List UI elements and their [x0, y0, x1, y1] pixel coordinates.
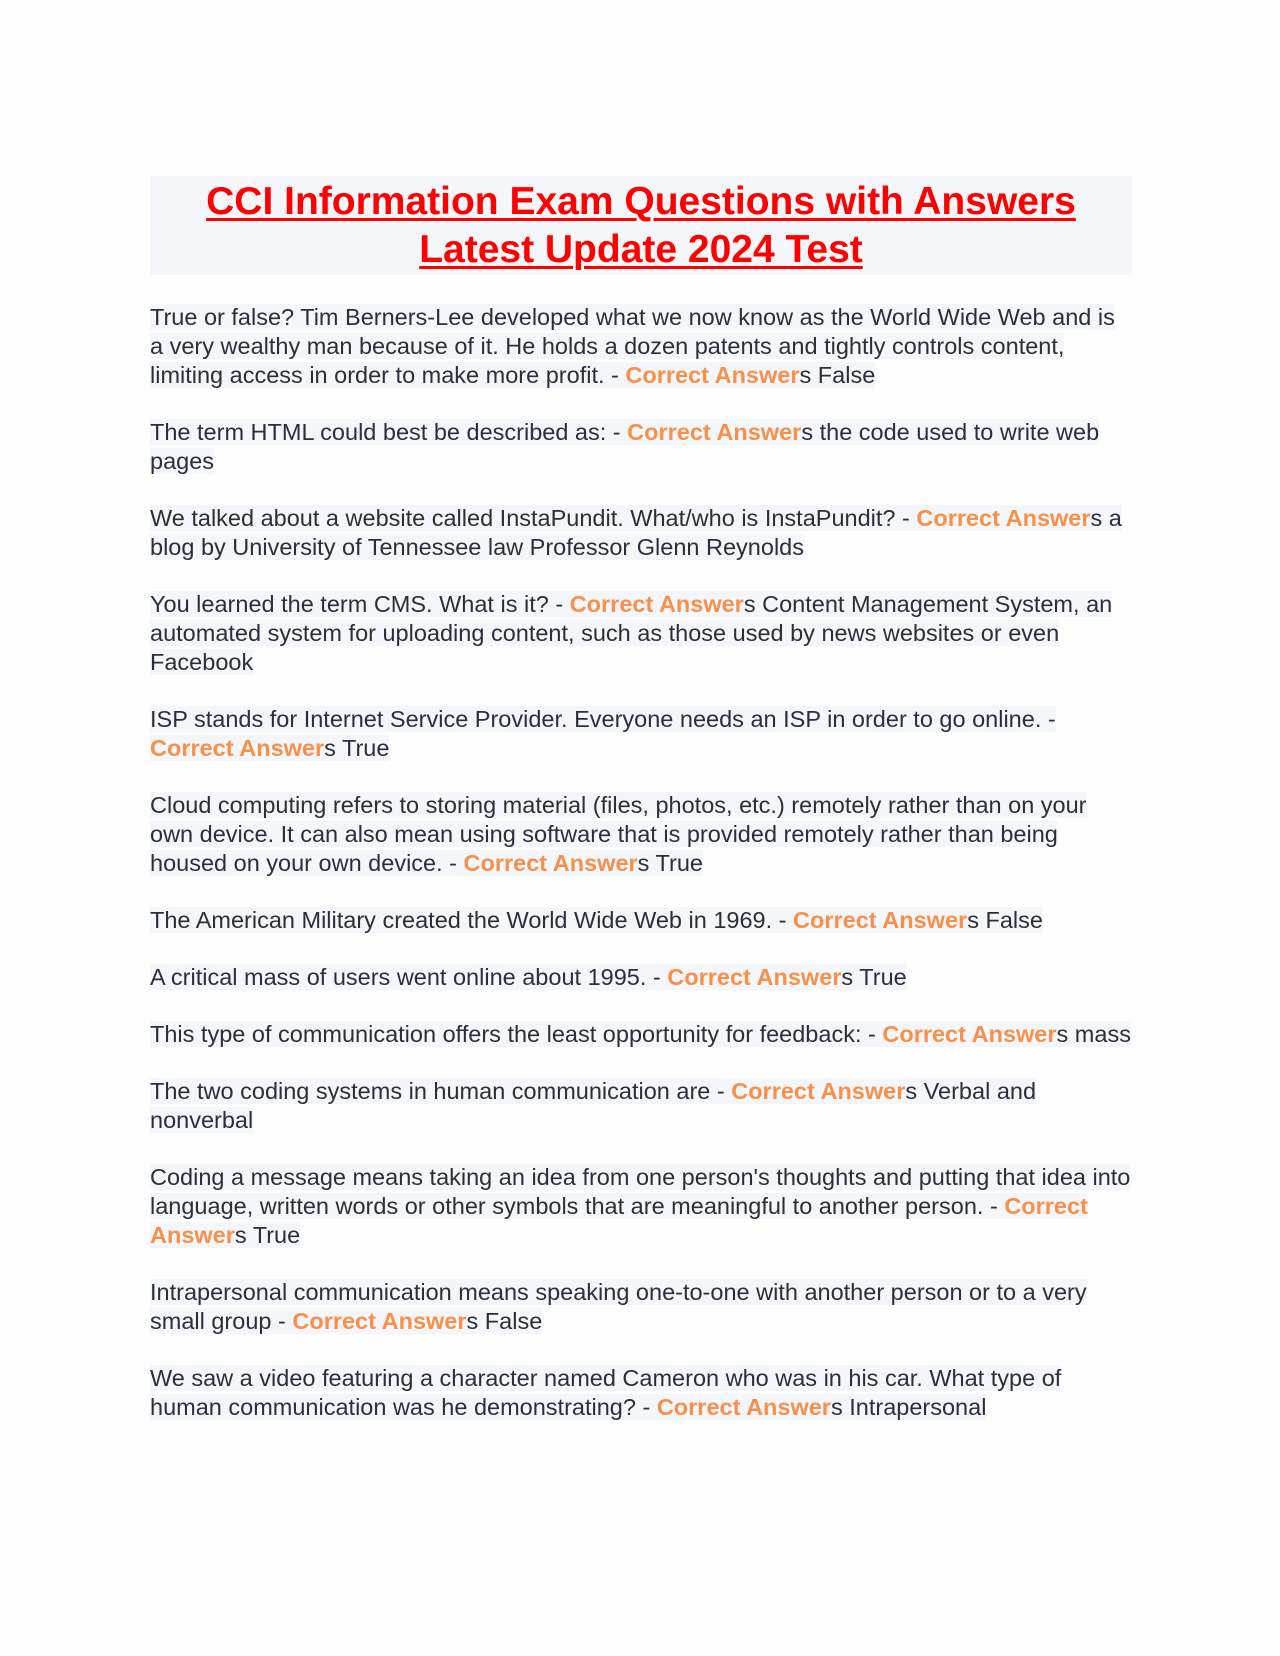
correct-answer-label: Correct Answer	[793, 907, 968, 933]
qa-text	[150, 1365, 1061, 1420]
answer-suffix: s	[324, 735, 336, 761]
qa-item	[150, 590, 1132, 677]
qa-item	[150, 1278, 1132, 1336]
correct-answer-label: Correct Answer	[463, 850, 638, 876]
answer-suffix: s	[841, 964, 854, 990]
qa-item	[150, 705, 1132, 763]
correct-answer-label: Correct Answer	[150, 735, 325, 761]
answer-text: a blog by University of Tennessee law Professor Glenn Reynolds	[150, 505, 1122, 560]
question-text: Intrapersonal communication means speaking one-to-one with another person or to a very small group	[150, 1279, 1087, 1334]
qa-item	[150, 906, 1132, 935]
correct-answer-label: Correct Answer	[656, 1394, 831, 1420]
correct-answer-label: Correct Answer	[625, 362, 800, 388]
separator: -	[635, 1394, 657, 1420]
question-text: We talked about a website called InstaPundit. What/who is InstaPundit?	[150, 505, 896, 531]
correct-answer-label: Correct Answer	[150, 1193, 1088, 1248]
question-text: The two coding systems in human communication are	[150, 1078, 711, 1104]
answer-text: Verbal and nonverbal	[150, 1078, 1037, 1133]
qa-item	[150, 1163, 1132, 1250]
question-text: A critical mass of users went online about 1995.	[150, 964, 647, 990]
document-title: CCI Information Exam Questions with Answers Latest Update 2024 Test	[206, 180, 1076, 271]
qa-text	[150, 419, 1099, 474]
question-text: Coding a message means taking an idea from one person's thoughts and putting that idea into language, written words or other symbols that are meaningful to another person.	[150, 1164, 1131, 1219]
title-block	[150, 176, 1132, 275]
separator: -	[861, 1021, 883, 1047]
answer-suffix: s	[743, 591, 756, 617]
separator: -	[983, 1193, 1005, 1219]
separator: -	[548, 591, 570, 617]
question-text: True or false? Tim Berners-Lee developed what we now know as the World Wide Web and is a very wealthy man because of it. He holds a dozen patents and tightly controls content, limiting access in order to make more profit.	[150, 304, 1115, 388]
qa-item	[150, 1077, 1132, 1135]
answer-suffix: s	[1056, 1021, 1069, 1047]
answer-text: False	[478, 1308, 543, 1334]
answer-text: True	[649, 850, 703, 876]
question-text: Cloud computing refers to storing material (files, photos, etc.) remotely rather than on your own device. It can also mean using software that is provided remotely rather than being housed on your own device.	[150, 792, 1087, 876]
answer-suffix: s	[801, 419, 814, 445]
qa-item	[150, 1364, 1132, 1422]
separator: -	[271, 1308, 293, 1334]
correct-answer-label: Correct Answer	[667, 964, 842, 990]
question-text: The American Military created the World Wide Web in 1969.	[150, 907, 773, 933]
question-text: You learned the term CMS. What is it?	[150, 591, 549, 617]
qa-text	[150, 964, 907, 990]
qa-list	[150, 303, 1132, 1422]
qa-text	[150, 304, 1115, 388]
qa-text	[150, 1279, 1087, 1334]
correct-answer-label: Correct Answer	[731, 1078, 906, 1104]
answer-text: True	[246, 1222, 301, 1248]
qa-item	[150, 418, 1132, 476]
correct-answer-label: Correct Answer	[627, 419, 802, 445]
answer-suffix: s	[830, 1394, 843, 1420]
answer-suffix: s	[637, 850, 650, 876]
question-text: The term HTML could best be described as:	[150, 419, 607, 445]
qa-text	[150, 505, 1122, 560]
correct-answer-label: Correct Answer	[292, 1308, 467, 1334]
answer-text: True	[853, 964, 907, 990]
separator: -	[606, 419, 628, 445]
answer-suffix: s	[466, 1308, 479, 1334]
correct-answer-label: Correct Answer	[916, 505, 1091, 531]
qa-text	[150, 1078, 1036, 1133]
separator: -	[604, 362, 626, 388]
answer-suffix: s	[234, 1222, 247, 1248]
answer-text: False	[978, 907, 1043, 933]
separator: -	[646, 964, 668, 990]
answer-text: False	[811, 362, 876, 388]
separator: -	[1041, 706, 1056, 732]
answer-text: the code used to write web pages	[150, 419, 1100, 474]
answer-text: mass	[1068, 1021, 1131, 1047]
document-page	[150, 176, 1132, 1450]
answer-text: Intrapersonal	[842, 1394, 987, 1420]
answer-text: True	[335, 735, 390, 761]
qa-text	[150, 907, 1043, 933]
qa-text	[150, 1164, 1130, 1248]
qa-text	[150, 792, 1087, 876]
correct-answer-label: Correct Answer	[569, 591, 744, 617]
answer-suffix: s	[905, 1078, 918, 1104]
qa-text	[150, 591, 1112, 675]
qa-text	[150, 706, 1056, 761]
qa-text	[150, 1021, 1131, 1047]
qa-item	[150, 963, 1132, 992]
answer-suffix: s	[1090, 505, 1103, 531]
correct-answer-label: Correct Answer	[882, 1021, 1057, 1047]
question-text: This type of communication offers the least opportunity for feedback:	[150, 1021, 862, 1047]
separator: -	[895, 505, 917, 531]
qa-item	[150, 1020, 1132, 1049]
qa-item	[150, 791, 1132, 878]
separator: -	[442, 850, 464, 876]
separator: -	[710, 1078, 732, 1104]
answer-suffix: s	[799, 362, 812, 388]
question-text: We saw a video featuring a character named Cameron who was in his car. What type of human communication was he demonstrating?	[150, 1365, 1062, 1420]
answer-text: Content Management System, an automated system for uploading content, such as those used by news websites or even Facebook	[150, 591, 1113, 675]
separator: -	[772, 907, 794, 933]
qa-item	[150, 303, 1132, 390]
qa-item	[150, 504, 1132, 562]
question-text: ISP stands for Internet Service Provider. Everyone needs an ISP in order to go online.	[150, 706, 1042, 732]
answer-suffix: s	[967, 907, 979, 933]
